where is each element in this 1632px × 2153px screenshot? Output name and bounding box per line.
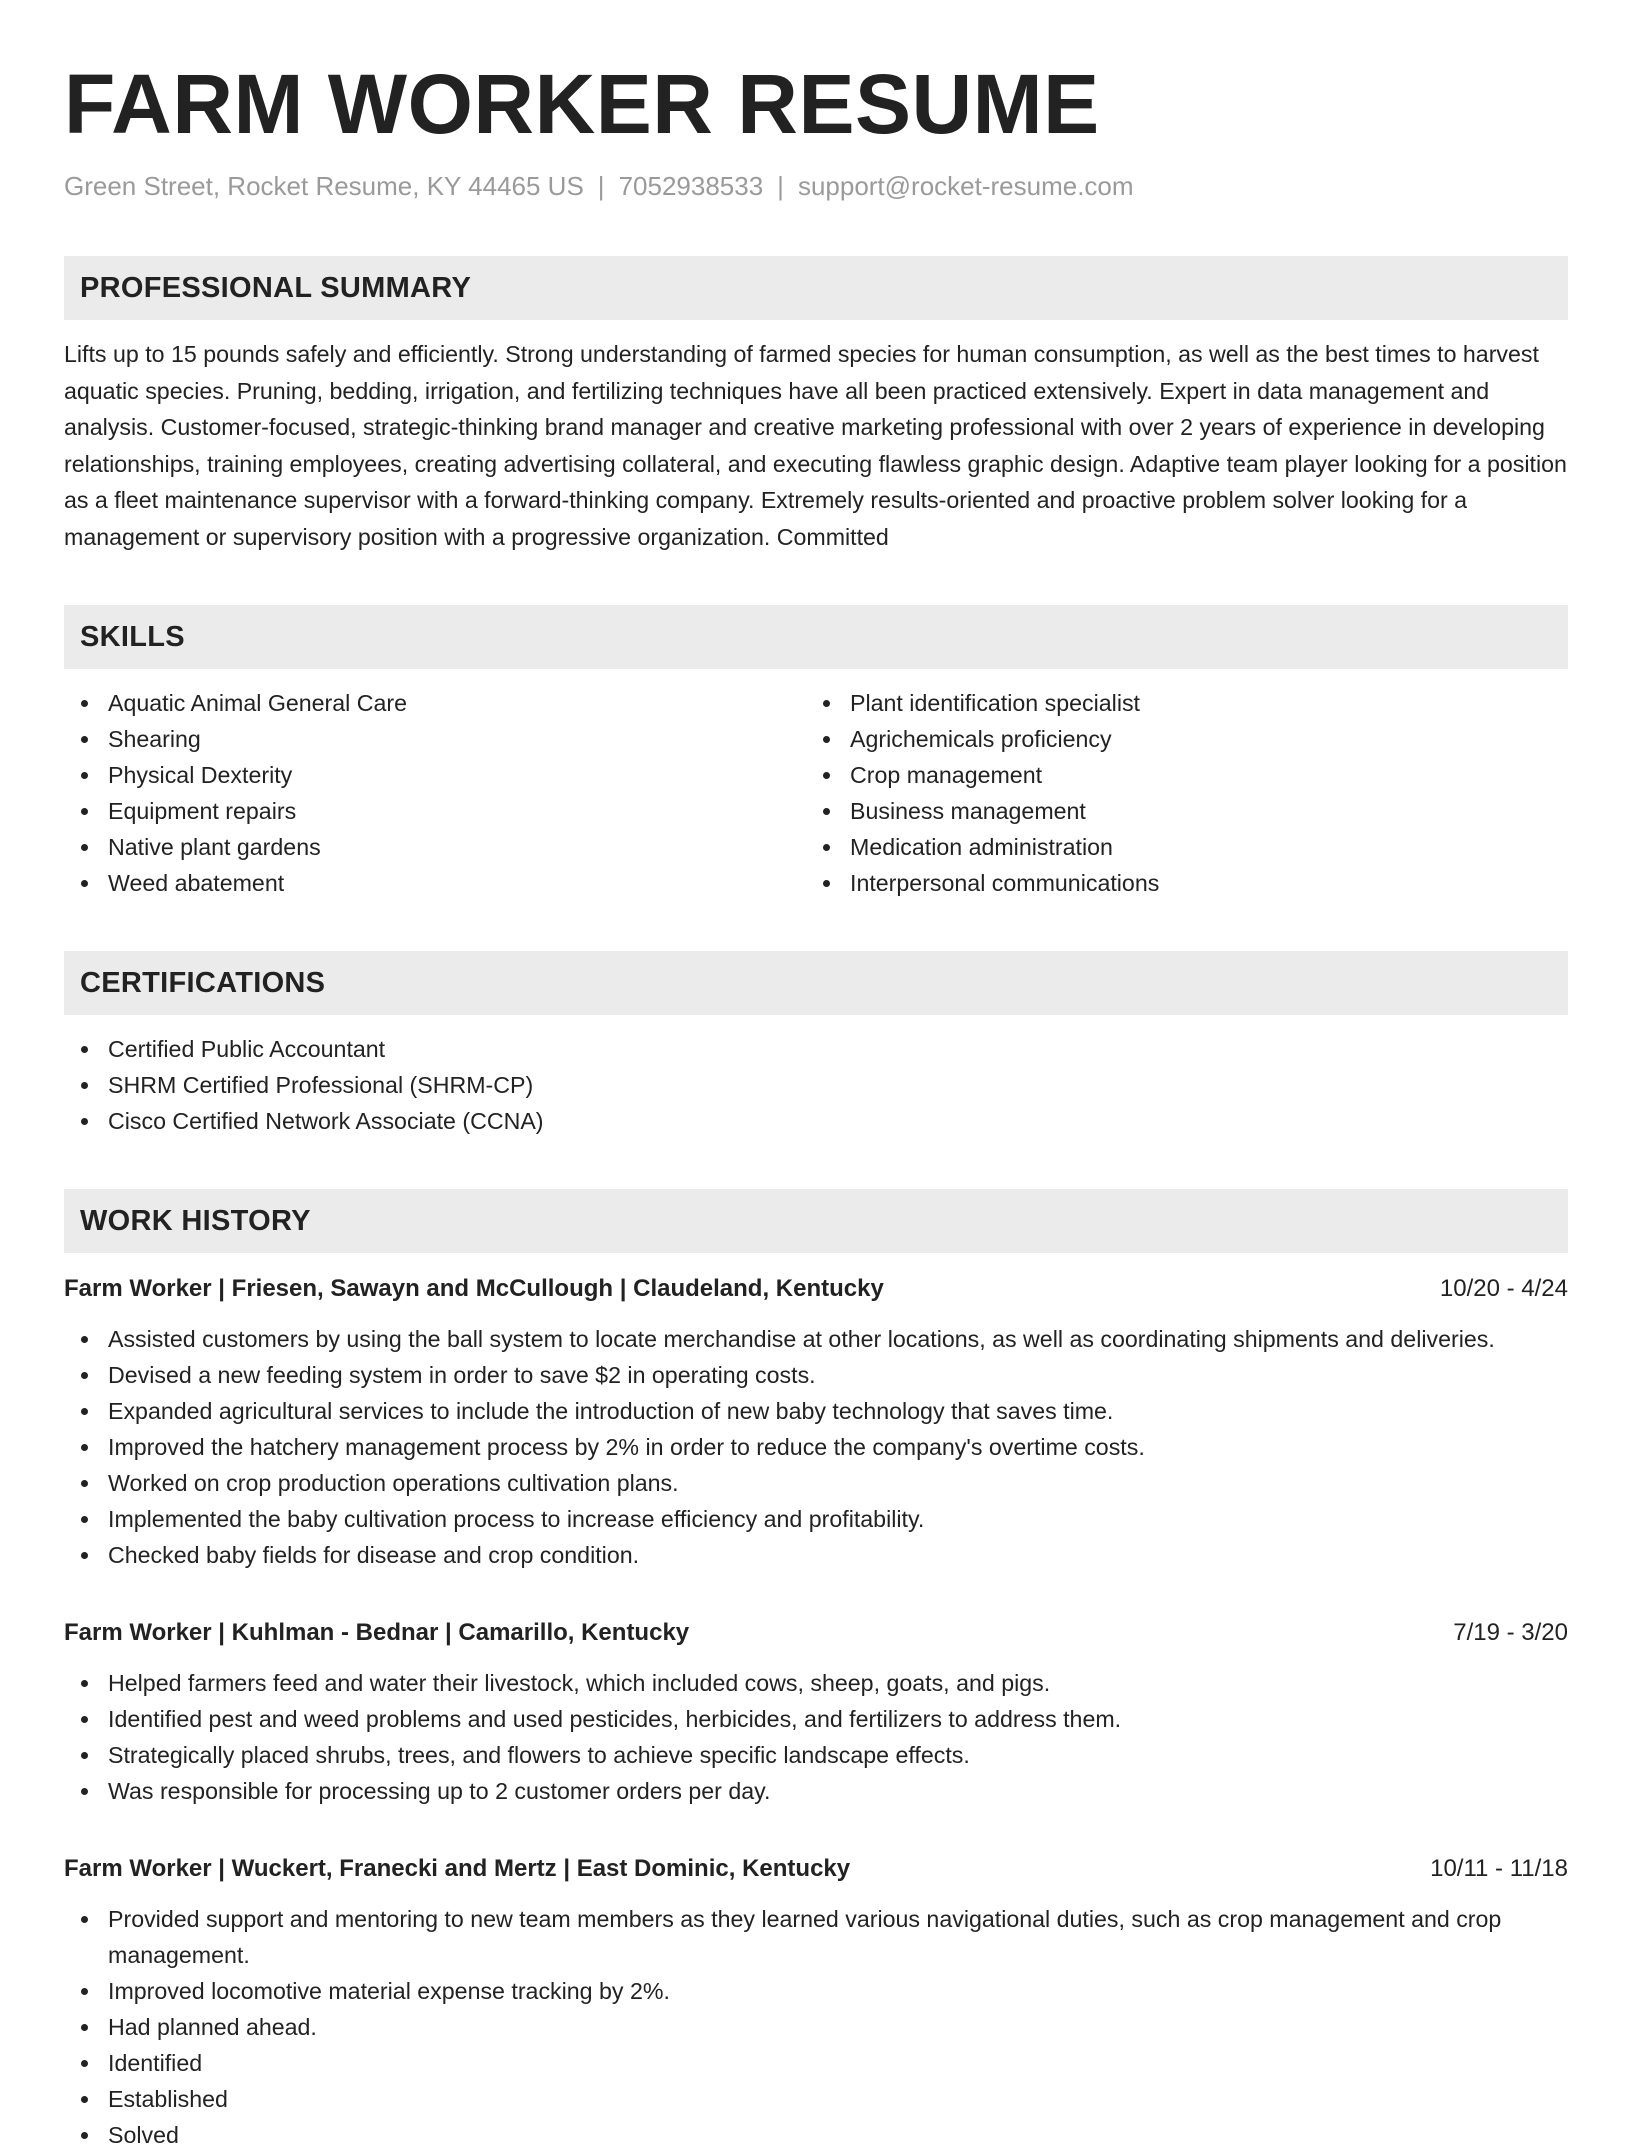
certifications-heading: CERTIFICATIONS xyxy=(64,951,1568,1015)
job-bullet: Expanded agricultural services to include the introduction of new baby technology that saves time. xyxy=(108,1393,1568,1429)
contact-separator: | xyxy=(597,171,605,201)
skills-column-right xyxy=(806,685,1548,901)
skills-column-left xyxy=(64,685,806,901)
job-title: Farm Worker | Wuckert, Franecki and Mertz | East Dominic, Kentucky xyxy=(64,1855,851,1882)
skill-item: Shearing xyxy=(108,721,806,757)
contact-separator: | xyxy=(777,171,784,201)
job-bullet: Identified xyxy=(108,2045,1568,2081)
job-bullet: Implemented the baby cultivation process to increase efficiency and profitability. xyxy=(108,1501,1568,1537)
contact-address: Green Street, Rocket Resume, KY 44465 US xyxy=(64,171,584,201)
job-entry xyxy=(64,1851,1568,2153)
resume-title: FARM WORKER RESUME xyxy=(64,57,1100,151)
skill-item: Agrichemicals proficiency xyxy=(850,721,1548,757)
job-title: Farm Worker | Friesen, Sawayn and McCullough | Claudeland, Kentucky xyxy=(64,1275,884,1302)
job-entry xyxy=(64,1615,1568,1809)
job-bullet: Assisted customers by using the ball system to locate merchandise at other locations, as well as coordinating shipments and deliveries. xyxy=(108,1321,1568,1357)
summary-text: Lifts up to 15 pounds safely and efficiently. Strong understanding of farmed species for human consumption, as well as the best times to harvest aquatic species. Pruning, bedding, irrigation, and fertilizing techniques have all been practiced extensively. Expert in data management and analysis. Customer-focused, strategic-thinking brand manager and creative marketing professional with over 2 years of experience in developing relationships, training employees, creating advertising collateral, and executing flawless graphic design. Adaptive team player looking for a position as a fleet maintenance supervisor with a forward-thinking company. Extremely results-oriented and proactive problem solver looking for a management or supervisory position with a progressive organization. Committed xyxy=(64,341,1567,550)
resume-page xyxy=(64,0,1568,2153)
skill-item: Native plant gardens xyxy=(108,829,806,865)
work-history-heading: WORK HISTORY xyxy=(64,1189,1568,1253)
contact-email: support@rocket-resume.com xyxy=(797,171,1134,201)
job-title: Farm Worker | Kuhlman - Bednar | Camarillo, Kentucky xyxy=(64,1619,690,1646)
job-header xyxy=(64,1851,1568,1887)
skill-item: Plant identification specialist xyxy=(850,685,1548,721)
job-bullet: Checked baby fields for disease and crop condition. xyxy=(108,1537,1568,1573)
skill-item: Equipment repairs xyxy=(108,793,806,829)
certifications-list xyxy=(64,1031,1568,1139)
job-bullet: Helped farmers feed and water their livestock, which included cows, sheep, goats, and pigs. xyxy=(108,1665,1568,1701)
certification-item: Cisco Certified Network Associate (CCNA) xyxy=(108,1103,1568,1139)
job-bullet: Improved locomotive material expense tracking by 2%. xyxy=(108,1973,1568,2009)
skill-item: Physical Dexterity xyxy=(108,757,806,793)
skills-heading: SKILLS xyxy=(64,605,1568,669)
job-bullet: Was responsible for processing up to 2 customer orders per day. xyxy=(108,1773,1568,1809)
summary-heading: PROFESSIONAL SUMMARY xyxy=(64,256,1568,320)
job-bullet: Devised a new feeding system in order to save $2 in operating costs. xyxy=(108,1357,1568,1393)
contact-line xyxy=(64,168,1568,204)
job-bullets xyxy=(64,1321,1568,1573)
job-bullet: Provided support and mentoring to new team members as they learned various navigational duties, such as crop management and crop management. xyxy=(108,1901,1568,1973)
job-bullets xyxy=(64,1665,1568,1809)
skill-item: Aquatic Animal General Care xyxy=(108,685,806,721)
job-bullet: Strategically placed shrubs, trees, and flowers to achieve specific landscape effects. xyxy=(108,1737,1568,1773)
job-bullet: Had planned ahead. xyxy=(108,2009,1568,2045)
contact-phone: 7052938533 xyxy=(618,171,764,201)
skill-item: Weed abatement xyxy=(108,865,806,901)
skill-item: Crop management xyxy=(850,757,1548,793)
skill-item: Interpersonal communications xyxy=(850,865,1548,901)
job-bullet: Improved the hatchery management process by 2% in order to reduce the company's overtime costs. xyxy=(108,1429,1568,1465)
job-dates: 7/19 - 3/20 xyxy=(1453,1619,1568,1646)
skill-item: Medication administration xyxy=(850,829,1548,865)
job-bullets xyxy=(64,1901,1568,2153)
certification-item: SHRM Certified Professional (SHRM-CP) xyxy=(108,1067,1568,1103)
job-bullet: Solved xyxy=(108,2117,1568,2153)
job-bullet: Worked on crop production operations cultivation plans. xyxy=(108,1465,1568,1501)
job-bullet: Identified pest and weed problems and used pesticides, herbicides, and fertilizers to address them. xyxy=(108,1701,1568,1737)
skill-item: Business management xyxy=(850,793,1548,829)
job-entry xyxy=(64,1271,1568,1573)
job-bullet: Established xyxy=(108,2081,1568,2117)
job-header xyxy=(64,1271,1568,1307)
skills-list xyxy=(64,685,1568,901)
job-dates: 10/11 - 11/18 xyxy=(1430,1855,1568,1882)
job-header xyxy=(64,1615,1568,1651)
certification-item: Certified Public Accountant xyxy=(108,1031,1568,1067)
job-dates: 10/20 - 4/24 xyxy=(1439,1275,1568,1302)
